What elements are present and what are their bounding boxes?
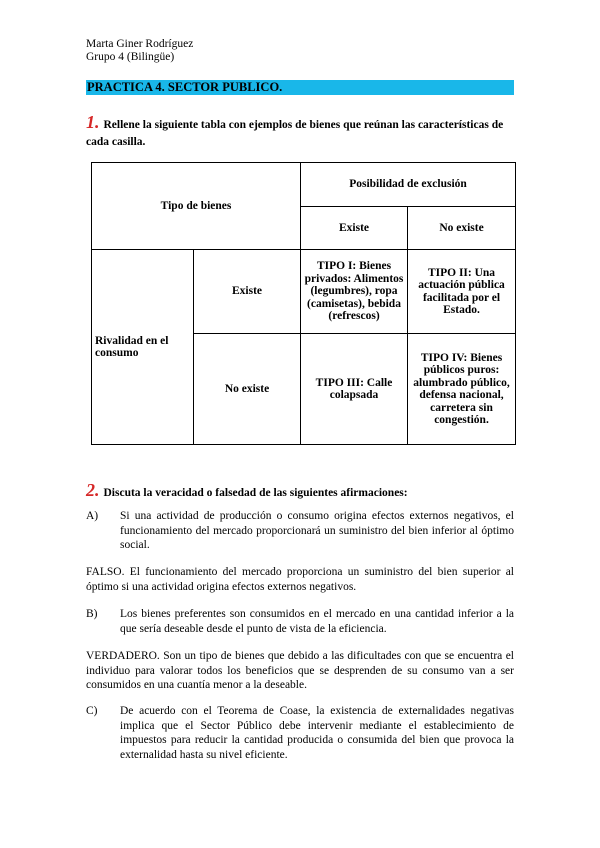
- statement-a: [86, 509, 514, 553]
- statement-a-label: A): [86, 510, 99, 522]
- group-label: Grupo 4 (Bilingüe): [86, 51, 175, 63]
- goods-table: [91, 162, 516, 445]
- statement-c: [86, 704, 514, 762]
- statement-b-text: Los bienes preferentes son consumidos en el mercado en una cantidad inferior a la que sería deseable desde el punto de vista de la eficiencia.: [120, 608, 514, 635]
- question-2-number: 2.: [86, 480, 100, 500]
- answer-a: FALSO. El funcionamiento del mercado proporciona un suministro del bien superior al óptimo si una actividad origina efectos externos negativos.: [86, 566, 514, 593]
- col-header-exists: Existe: [301, 207, 408, 250]
- page-title: PRACTICA 4. SECTOR PUBLICO.: [86, 80, 514, 95]
- question-1-text: Rellene la siguiente tabla con ejemplos de bienes que reúnan las características de cada casilla.: [86, 119, 504, 148]
- statement-c-text: De acuerdo con el Teorema de Coase, la existencia de externalidades negativas implica que el Sector Público debe intervenir mediante el establecimiento de impuestos para reducir la cantidad producida o consumida del bien que provoca la externalidad hasta su nivel eficiente.: [120, 705, 514, 761]
- col-header-not-exists: No existe: [408, 207, 516, 250]
- statement-b-label: B): [86, 608, 98, 620]
- statement-b: [86, 607, 514, 636]
- statement-c-label: C): [86, 705, 98, 717]
- cell-type-2: TIPO II: Una actuación pública facilitada por el Estado.: [408, 250, 516, 334]
- row-header-not-exists: No existe: [194, 334, 301, 445]
- cell-type-4: TIPO IV: Bienes públicos puros: alumbrado público, defensa nacional, carretera sin congestión.: [408, 334, 516, 445]
- goods-type-header: Tipo de bienes: [92, 163, 301, 250]
- question-2-text: Discuta la veracidad o falsedad de las siguientes afirmaciones:: [103, 487, 408, 499]
- cell-type-3: TIPO III: Calle colapsada: [301, 334, 408, 445]
- question-2: [86, 480, 516, 501]
- question-1: [86, 112, 516, 150]
- author-name: Marta Giner Rodríguez: [86, 38, 194, 50]
- statement-a-text: Si una actividad de producción o consumo origina efectos externos negativos, el funcionamiento del mercado proporcionará un suministro del bien inferior al óptimo social.: [120, 510, 514, 551]
- exclusion-header: Posibilidad de exclusión: [301, 163, 516, 207]
- row-header-exists: Existe: [194, 250, 301, 334]
- cell-type-1: TIPO I: Bienes privados: Alimentos (legumbres), ropa (camisetas), bebida (refrescos): [301, 250, 408, 334]
- answer-b: VERDADERO. Son un tipo de bienes que debido a las dificultades con que se encuentra el individuo para valorar todos los beneficios que se desprenden de su consumo van a ser consumidos en una cuantía menor a la deseable.: [86, 650, 514, 691]
- question-1-number: 1.: [86, 112, 100, 132]
- rivalry-label: Rivalidad en el consumo: [92, 250, 194, 445]
